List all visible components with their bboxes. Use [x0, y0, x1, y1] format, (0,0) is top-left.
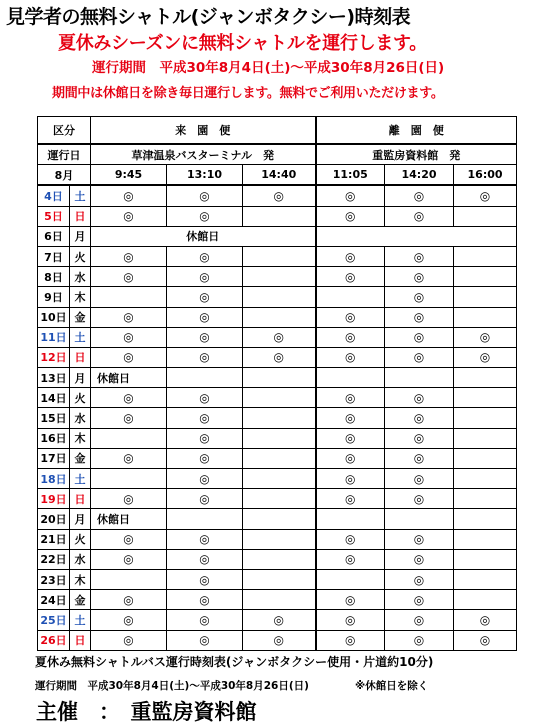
weekday-cell: 水: [70, 549, 91, 569]
empty-cell: [91, 428, 167, 448]
service-mark: ◎: [167, 469, 243, 489]
page-title: 見学者の無料シャトル(ジャンボタクシー)時刻表: [6, 6, 411, 28]
service-mark: ◎: [167, 610, 243, 630]
table-row: [38, 408, 517, 428]
service-mark: ◎: [316, 408, 385, 428]
empty-cell: [316, 368, 385, 388]
page-subtitle: 夏休みシーズンに無料シャトルを運行します。: [58, 33, 427, 54]
service-mark: ◎: [91, 529, 167, 549]
empty-cell: [243, 549, 316, 569]
service-mark: ◎: [454, 630, 517, 650]
service-mark: ◎: [167, 590, 243, 610]
weekday-cell: 日: [70, 489, 91, 509]
service-mark: ◎: [91, 549, 167, 569]
header-service-day: 運行日: [38, 144, 91, 165]
weekday-cell: 日: [70, 206, 91, 226]
service-mark: ◎: [385, 287, 454, 307]
weekday-cell: 木: [70, 428, 91, 448]
empty-cell: [454, 388, 517, 408]
day-cell: 4日: [38, 185, 70, 206]
service-mark: ◎: [91, 267, 167, 287]
service-mark: ◎: [385, 549, 454, 569]
table-row: [38, 529, 517, 549]
service-note: 期間中は休館日を除き毎日運行します。無料でご利用いただけます。: [52, 86, 444, 101]
empty-cell: [167, 509, 243, 529]
empty-cell: [454, 590, 517, 610]
header-arrival: 来 園 便: [91, 117, 316, 145]
service-mark: ◎: [91, 408, 167, 428]
service-mark: ◎: [385, 489, 454, 509]
day-cell: 13日: [38, 368, 70, 388]
empty-cell: [167, 368, 243, 388]
empty-cell: [243, 267, 316, 287]
time-cell: 13:10: [167, 165, 243, 186]
empty-cell: [316, 287, 385, 307]
closed-cell: 休館日: [91, 226, 316, 246]
service-mark: ◎: [243, 630, 316, 650]
empty-cell: [316, 569, 385, 589]
table-row: [38, 307, 517, 327]
service-mark: ◎: [385, 529, 454, 549]
footer-closed-note: ※休館日を除く: [355, 680, 429, 692]
empty-cell: [243, 590, 316, 610]
empty-cell: [454, 529, 517, 549]
service-mark: ◎: [385, 428, 454, 448]
service-mark: ◎: [167, 408, 243, 428]
service-mark: ◎: [316, 206, 385, 226]
service-mark: ◎: [385, 185, 454, 206]
footer-title: 夏休み無料シャトルバス運行時刻表(ジャンボタクシー使用・片道約10分): [35, 655, 434, 669]
service-mark: ◎: [167, 246, 243, 266]
header-month: 8月: [38, 165, 91, 186]
weekday-cell: 水: [70, 267, 91, 287]
service-mark: ◎: [385, 307, 454, 327]
table-row: [38, 549, 517, 569]
service-mark: ◎: [316, 610, 385, 630]
weekday-cell: 金: [70, 307, 91, 327]
service-mark: ◎: [91, 489, 167, 509]
table-row: [38, 610, 517, 630]
empty-cell: [454, 206, 517, 226]
service-mark: ◎: [385, 246, 454, 266]
time-cell: 16:00: [454, 165, 517, 186]
empty-cell: [454, 267, 517, 287]
day-cell: 10日: [38, 307, 70, 327]
empty-cell: [243, 489, 316, 509]
weekday-cell: 土: [70, 610, 91, 630]
service-mark: ◎: [316, 307, 385, 327]
empty-cell: [243, 569, 316, 589]
empty-cell: [243, 408, 316, 428]
service-mark: ◎: [91, 327, 167, 347]
weekday-cell: 水: [70, 408, 91, 428]
closed-cell: 休館日: [91, 368, 167, 388]
table-row: [38, 246, 517, 266]
service-mark: ◎: [454, 347, 517, 367]
service-mark: ◎: [316, 489, 385, 509]
service-period: 運行期間 平成30年8月4日(土)～平成30年8月26日(日): [92, 60, 445, 76]
service-mark: ◎: [385, 206, 454, 226]
table-row: [38, 347, 517, 367]
day-cell: 14日: [38, 388, 70, 408]
service-mark: ◎: [316, 630, 385, 650]
time-cell: 11:05: [316, 165, 385, 186]
service-mark: ◎: [316, 448, 385, 468]
empty-cell: [243, 307, 316, 327]
weekday-cell: 火: [70, 246, 91, 266]
time-cell: 14:40: [243, 165, 316, 186]
weekday-cell: 月: [70, 368, 91, 388]
empty-cell: [454, 287, 517, 307]
table-row: [38, 448, 517, 468]
service-mark: ◎: [454, 610, 517, 630]
service-mark: ◎: [91, 206, 167, 226]
empty-cell: [243, 388, 316, 408]
table-row: [38, 287, 517, 307]
service-mark: ◎: [167, 267, 243, 287]
service-mark: ◎: [243, 185, 316, 206]
header-departure: 離 園 便: [316, 117, 517, 145]
service-mark: ◎: [91, 590, 167, 610]
day-cell: 8日: [38, 267, 70, 287]
day-cell: 16日: [38, 428, 70, 448]
service-mark: ◎: [316, 347, 385, 367]
service-mark: ◎: [316, 267, 385, 287]
service-mark: ◎: [316, 469, 385, 489]
service-mark: ◎: [243, 347, 316, 367]
table-row: [38, 206, 517, 226]
day-cell: 12日: [38, 347, 70, 367]
empty-cell: [243, 368, 316, 388]
empty-cell: [454, 509, 517, 529]
departure-origin: 重監房資料館 発: [316, 144, 517, 165]
empty-cell: [385, 368, 454, 388]
table-row: [38, 226, 517, 246]
organizer: 主催 ： 重監房資料館: [36, 700, 257, 724]
empty-cell: [91, 469, 167, 489]
service-mark: ◎: [167, 347, 243, 367]
empty-cell: [316, 509, 385, 529]
service-mark: ◎: [385, 590, 454, 610]
day-cell: 21日: [38, 529, 70, 549]
service-mark: ◎: [91, 307, 167, 327]
day-cell: 24日: [38, 590, 70, 610]
weekday-cell: 土: [70, 185, 91, 206]
service-mark: ◎: [385, 347, 454, 367]
table-row: [38, 569, 517, 589]
closed-cell: 休館日: [91, 509, 167, 529]
service-mark: ◎: [91, 448, 167, 468]
empty-cell: [454, 307, 517, 327]
service-mark: ◎: [167, 287, 243, 307]
day-cell: 17日: [38, 448, 70, 468]
day-cell: 7日: [38, 246, 70, 266]
empty-cell: [243, 509, 316, 529]
day-cell: 22日: [38, 549, 70, 569]
service-mark: ◎: [167, 549, 243, 569]
timetable: [37, 116, 517, 651]
weekday-cell: 金: [70, 590, 91, 610]
table-row: [38, 630, 517, 650]
service-mark: ◎: [167, 630, 243, 650]
day-cell: 25日: [38, 610, 70, 630]
weekday-cell: 日: [70, 347, 91, 367]
service-mark: ◎: [167, 529, 243, 549]
service-mark: ◎: [167, 185, 243, 206]
day-cell: 6日: [38, 226, 70, 246]
service-mark: ◎: [91, 630, 167, 650]
service-mark: ◎: [316, 590, 385, 610]
service-mark: ◎: [316, 549, 385, 569]
day-cell: 9日: [38, 287, 70, 307]
empty-cell: [454, 246, 517, 266]
table-row: [38, 267, 517, 287]
weekday-cell: 月: [70, 509, 91, 529]
empty-cell: [454, 428, 517, 448]
empty-cell: [243, 529, 316, 549]
empty-cell: [243, 428, 316, 448]
weekday-cell: 日: [70, 630, 91, 650]
day-cell: 5日: [38, 206, 70, 226]
time-cell: 14:20: [385, 165, 454, 186]
empty-cell: [243, 206, 316, 226]
service-mark: ◎: [167, 388, 243, 408]
weekday-cell: 金: [70, 448, 91, 468]
time-cell: 9:45: [91, 165, 167, 186]
service-mark: ◎: [167, 206, 243, 226]
service-mark: ◎: [167, 428, 243, 448]
empty-cell: [454, 569, 517, 589]
empty-cell: [454, 469, 517, 489]
service-mark: ◎: [167, 569, 243, 589]
arrival-origin: 草津温泉バスターミナル 発: [91, 144, 316, 165]
table-row: [38, 428, 517, 448]
service-mark: ◎: [167, 489, 243, 509]
service-mark: ◎: [316, 185, 385, 206]
weekday-cell: 月: [70, 226, 91, 246]
empty-cell: [454, 368, 517, 388]
weekday-cell: 土: [70, 327, 91, 347]
empty-cell: [316, 226, 517, 246]
day-cell: 20日: [38, 509, 70, 529]
table-row: [38, 368, 517, 388]
service-mark: ◎: [316, 246, 385, 266]
table-row: [38, 469, 517, 489]
service-mark: ◎: [385, 408, 454, 428]
service-mark: ◎: [385, 388, 454, 408]
day-cell: 18日: [38, 469, 70, 489]
empty-cell: [91, 287, 167, 307]
table-row: [38, 509, 517, 529]
day-cell: 15日: [38, 408, 70, 428]
day-cell: 11日: [38, 327, 70, 347]
empty-cell: [454, 549, 517, 569]
weekday-cell: 土: [70, 469, 91, 489]
table-row: [38, 388, 517, 408]
empty-cell: [454, 489, 517, 509]
weekday-cell: 火: [70, 529, 91, 549]
table-row: [38, 590, 517, 610]
service-mark: ◎: [454, 185, 517, 206]
empty-cell: [454, 448, 517, 468]
empty-cell: [454, 408, 517, 428]
weekday-cell: 火: [70, 388, 91, 408]
weekday-cell: 木: [70, 569, 91, 589]
table-row: [38, 327, 517, 347]
service-mark: ◎: [316, 428, 385, 448]
service-mark: ◎: [91, 347, 167, 367]
header-kubun: 区分: [38, 117, 91, 145]
table-row: [38, 489, 517, 509]
service-mark: ◎: [385, 569, 454, 589]
empty-cell: [243, 448, 316, 468]
service-mark: ◎: [316, 529, 385, 549]
empty-cell: [243, 469, 316, 489]
empty-cell: [243, 246, 316, 266]
empty-cell: [385, 509, 454, 529]
service-mark: ◎: [243, 610, 316, 630]
service-mark: ◎: [454, 327, 517, 347]
table-row: [38, 185, 517, 206]
day-cell: 23日: [38, 569, 70, 589]
service-mark: ◎: [385, 448, 454, 468]
day-cell: 19日: [38, 489, 70, 509]
service-mark: ◎: [167, 327, 243, 347]
empty-cell: [243, 287, 316, 307]
service-mark: ◎: [167, 448, 243, 468]
service-mark: ◎: [91, 246, 167, 266]
service-mark: ◎: [385, 327, 454, 347]
service-mark: ◎: [91, 388, 167, 408]
service-mark: ◎: [316, 388, 385, 408]
empty-cell: [91, 569, 167, 589]
service-mark: ◎: [385, 610, 454, 630]
day-cell: 26日: [38, 630, 70, 650]
service-mark: ◎: [91, 610, 167, 630]
service-mark: ◎: [316, 327, 385, 347]
service-mark: ◎: [243, 327, 316, 347]
footer-period: 運行期間 平成30年8月4日(土)～平成30年8月26日(日): [35, 680, 309, 692]
service-mark: ◎: [385, 469, 454, 489]
service-mark: ◎: [385, 267, 454, 287]
service-mark: ◎: [385, 630, 454, 650]
service-mark: ◎: [91, 185, 167, 206]
service-mark: ◎: [167, 307, 243, 327]
weekday-cell: 木: [70, 287, 91, 307]
